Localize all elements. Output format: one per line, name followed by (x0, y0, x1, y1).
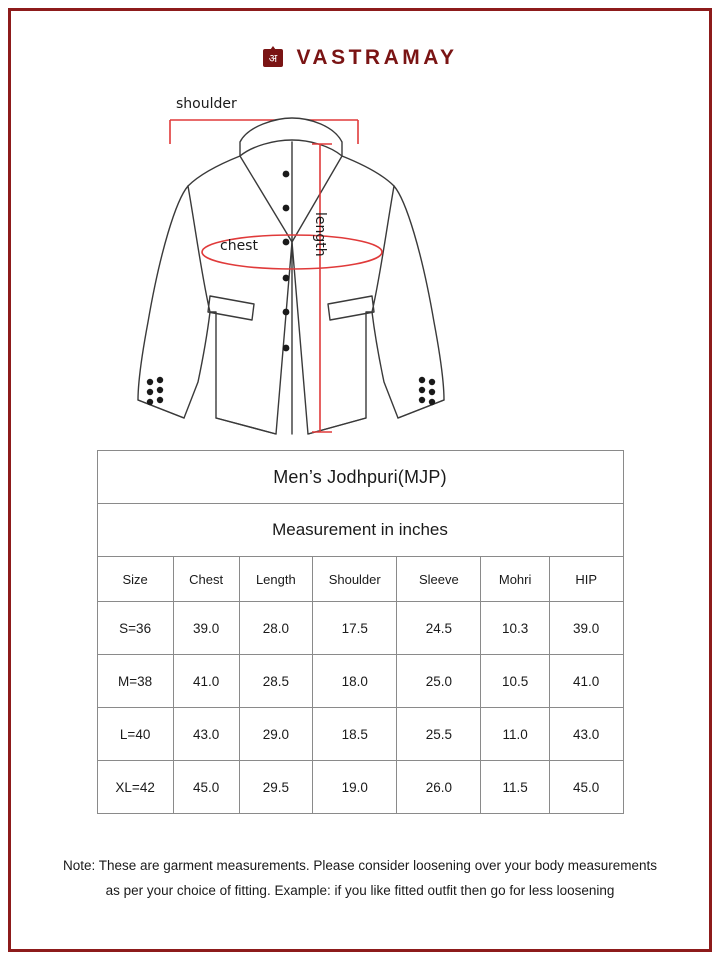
cell-size: XL=42 (97, 761, 173, 814)
note-line-2: as per your choice of fitting. Example: if you like fitted outfit then go for less loosening (105, 882, 615, 898)
cell-hip: 39.0 (549, 602, 623, 655)
cell-mohri: 11.5 (481, 761, 549, 814)
cell-hip: 45.0 (549, 761, 623, 814)
column-header-sleeve: Sleeve (397, 557, 481, 602)
cell-hip: 41.0 (549, 655, 623, 708)
size-table (97, 450, 624, 814)
cell-shoulder: 19.0 (313, 761, 397, 814)
cell-chest: 43.0 (173, 708, 239, 761)
column-header-mohri: Mohri (481, 557, 549, 602)
cell-length: 28.5 (239, 655, 313, 708)
cell-shoulder: 18.5 (313, 708, 397, 761)
cell-chest: 41.0 (173, 655, 239, 708)
cell-size: L=40 (97, 708, 173, 761)
cell-chest: 45.0 (173, 761, 239, 814)
column-header-shoulder: Shoulder (313, 557, 397, 602)
chest-label: chest (220, 238, 258, 254)
cell-sleeve: 25.5 (397, 708, 481, 761)
cell-mohri: 10.3 (481, 602, 549, 655)
cell-length: 29.5 (239, 761, 313, 814)
table-header-row (97, 557, 623, 602)
cell-sleeve: 26.0 (397, 761, 481, 814)
cell-size: M=38 (97, 655, 173, 708)
cell-sleeve: 24.5 (397, 602, 481, 655)
column-header-chest: Chest (173, 557, 239, 602)
cell-mohri: 10.5 (481, 655, 549, 708)
svg-text:अ: अ (269, 52, 278, 65)
brand-header (16, 16, 704, 78)
brand-name: VASTRAMAY (296, 46, 458, 69)
column-header-size: Size (97, 557, 173, 602)
table-row (97, 761, 623, 814)
size-table-wrapper (97, 450, 624, 814)
column-header-length: Length (239, 557, 313, 602)
note-text (30, 854, 690, 904)
cell-mohri: 11.0 (481, 708, 549, 761)
table-subtitle: Measurement in inches (97, 504, 623, 557)
cell-size: S=36 (97, 602, 173, 655)
shoulder-label: shoulder (176, 96, 237, 112)
jodhpuri-illustration (16, 82, 704, 442)
cell-hip: 43.0 (549, 708, 623, 761)
table-subtitle-row (97, 504, 623, 557)
cell-length: 28.0 (239, 602, 313, 655)
table-row (97, 655, 623, 708)
table-row (97, 602, 623, 655)
table-title: Men’s Jodhpuri(MJP) (97, 451, 623, 504)
cell-sleeve: 25.0 (397, 655, 481, 708)
cell-shoulder: 17.5 (313, 602, 397, 655)
note-line-1: Note: These are garment measurements. Please consider loosening over your body measurements (62, 858, 658, 873)
page-content (16, 16, 704, 944)
cell-chest: 39.0 (173, 602, 239, 655)
cell-length: 29.0 (239, 708, 313, 761)
cell-shoulder: 18.0 (313, 655, 397, 708)
vastramay-logo-icon (262, 46, 284, 70)
table-row (97, 708, 623, 761)
column-header-hip: HIP (549, 557, 623, 602)
length-label: length (312, 212, 328, 257)
table-title-row (97, 451, 623, 504)
